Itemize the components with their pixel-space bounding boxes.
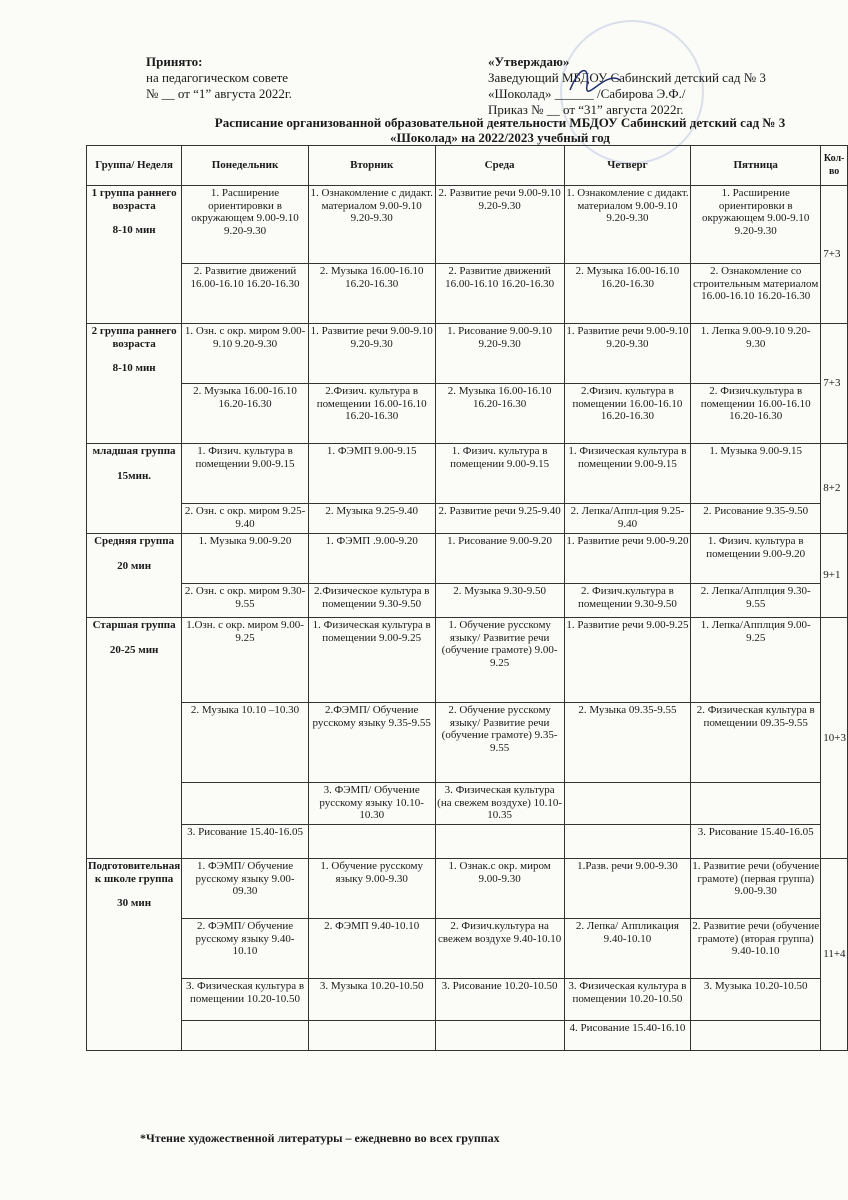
group-duration: 8-10 мин: [112, 224, 156, 236]
lesson-cell: 2. ФЭМП/ Обучение русскому языку 9.40-10.10: [182, 919, 309, 979]
table-row: [87, 444, 848, 504]
lesson-cell: 1. Обучение русскому языку/ Развитие речи (обучение грамоте) 9.00-9.25: [435, 618, 564, 703]
accepted-date: № __ от “1” августа 2022г.: [146, 86, 292, 101]
group-duration: 20 мин: [117, 559, 152, 572]
lesson-cell: 2.Физич. культура в помещении 16.00-16.10 16.20-16.30: [308, 384, 435, 444]
lesson-cell: 2. Физическая культура в помещении 09.35-9.55: [691, 703, 821, 783]
schedule-subtitle: «Шоколад» на 2022/2023 учебный год: [390, 130, 610, 145]
lesson-cell: 2.Физическое культура в помещении 9.30-9.50: [308, 584, 435, 618]
lesson-cell: 3. Рисование 15.40-16.05: [691, 825, 821, 859]
group-name: Старшая группа: [92, 619, 176, 631]
col-wednesday: Среда: [435, 146, 564, 186]
col-tuesday: Вторник: [308, 146, 435, 186]
lesson-cell: 2. ФЭМП 9.40-10.10: [308, 919, 435, 979]
lesson-cell: 2. Развитие речи 9.25-9.40: [435, 504, 564, 534]
group-name: младшая группа: [92, 445, 176, 457]
table-row: [87, 186, 848, 264]
lesson-cell: 1. Расширение ориентировки в окружающем 9.00-9.10 9.20-9.30: [691, 186, 821, 264]
approve-order: Приказ № __ от “31” августа 2022г.: [488, 102, 684, 117]
group-duration: 20-25 мин: [109, 643, 159, 656]
lesson-cell: 2. Развитие движений 16.00-16.10 16.20-16.30: [182, 264, 309, 324]
lesson-cell: 1. Развитие речи (обучение грамоте) (первая группа) 9.00-9.30: [691, 859, 821, 919]
group-name: 2 группа раннего возраста: [91, 325, 177, 350]
table-header-row: [87, 146, 848, 186]
lesson-cell: 2. Озн. с окр. миром 9.25-9.40: [182, 504, 309, 534]
lesson-cell: [564, 825, 690, 859]
lesson-cell: 1. Ознак.с окр. миром 9.00-9.30: [435, 859, 564, 919]
table-row: [87, 264, 848, 324]
lesson-cell: 3. Физическая культура в помещении 10.20-10.50: [564, 979, 690, 1021]
lesson-cell: 2. Развитие речи 9.00-9.10 9.20-9.30: [435, 186, 564, 264]
lesson-cell: 2. Музыка 9.25-9.40: [308, 504, 435, 534]
group-cell: [87, 444, 182, 534]
lesson-cell: [308, 825, 435, 859]
lesson-cell: 2. Музыка 16.00-16.10 16.20-16.30: [308, 264, 435, 324]
table-row: [87, 1021, 848, 1051]
lesson-count: 10+3: [821, 618, 848, 859]
lesson-cell: 3. Музыка 10.20-10.50: [691, 979, 821, 1021]
lesson-cell: 2. Физич.культура на свежем воздухе 9.40-10.10: [435, 919, 564, 979]
group-duration: 30 мин: [117, 897, 152, 909]
lesson-cell: 1. Музыка 9.00-9.15: [691, 444, 821, 504]
lesson-count: 7+3: [821, 324, 848, 444]
lesson-cell: 1. Рисование 9.00-9.10 9.20-9.30: [435, 324, 564, 384]
lesson-count: 11+4: [821, 859, 848, 1051]
lesson-cell: [182, 1021, 309, 1051]
table-row: [87, 859, 848, 919]
lesson-cell: 2. Озн. с окр. миром 9.30-9.55: [182, 584, 309, 618]
lesson-cell: [308, 1021, 435, 1051]
lesson-cell: 1. Развитие речи 9.00-9.10 9.20-9.30: [308, 324, 435, 384]
schedule-table: [86, 145, 848, 1051]
col-group: Группа/ Неделя: [87, 146, 182, 186]
lesson-cell: 2. Музыка 16.00-16.10 16.20-16.30: [182, 384, 309, 444]
lesson-cell: 1. Лепка/Апплция 9.00-9.25: [691, 618, 821, 703]
approve-title: «Утверждаю»: [488, 54, 570, 69]
lesson-cell: 2. Развитие движений 16.00-16.10 16.20-16.30: [435, 264, 564, 324]
lesson-cell: 2. Физич.культура в помещении 9.30-9.50: [564, 584, 690, 618]
footnote: *Чтение художественной литературы – ежедневно во всех группах: [140, 1131, 500, 1145]
accepted-council: на педагогическом совете: [146, 70, 289, 85]
lesson-cell: 1. Развитие речи 9.00-9.25: [564, 618, 690, 703]
lesson-cell: 3. Физическая культура (на свежем воздухе) 10.10-10.35: [435, 783, 564, 825]
group-cell: [87, 534, 182, 618]
group-name: Средняя группа: [94, 535, 175, 547]
lesson-cell: 2.ФЭМП/ Обучение русскому языку 9.35-9.55: [308, 703, 435, 783]
lesson-cell: 1. Озн. с окр. миром 9.00-9.10 9.20-9.30: [182, 324, 309, 384]
lesson-cell: 4. Рисование 15.40-16.10: [564, 1021, 690, 1051]
lesson-cell: 1. Развитие речи 9.00-9.10 9.20-9.30: [564, 324, 690, 384]
lesson-cell: 2. Музыка 16.00-16.10 16.20-16.30: [564, 264, 690, 324]
lesson-cell: [691, 1021, 821, 1051]
accepted-block: [146, 54, 466, 102]
table-row: [87, 534, 848, 584]
group-name: Подготовительная к школе группа: [88, 860, 181, 885]
lesson-cell: 2. Ознакомление со строительным материалом 16.00-16.10 16.20-16.30: [691, 264, 821, 324]
lesson-cell: 2.Физич. культура в помещении 16.00-16.10 16.20-16.30: [564, 384, 690, 444]
lesson-cell: 1. Физическая культура в помещении 9.00-9.25: [308, 618, 435, 703]
table-row: [87, 504, 848, 534]
lesson-cell: 3. ФЭМП/ Обучение русскому языку 10.10-10.30: [308, 783, 435, 825]
lesson-cell: 3. Рисование 10.20-10.50: [435, 979, 564, 1021]
approve-head: Заведующий МБДОУ Сабинский детский сад № 3: [488, 70, 766, 85]
lesson-cell: 3. Физическая культура в помещении 10.20-10.50: [182, 979, 309, 1021]
lesson-cell: 1. Развитие речи 9.00-9.20: [564, 534, 690, 584]
lesson-cell: 1. Физич. культура в помещении 9.00-9.20: [691, 534, 821, 584]
group-duration: 15мин.: [117, 469, 152, 482]
lesson-cell: 1. Физич. культура в помещении 9.00-9.15: [435, 444, 564, 504]
lesson-cell: 1. Физическая культура в помещении 9.00-9.15: [564, 444, 690, 504]
lesson-cell: [564, 783, 690, 825]
lesson-cell: 2. Музыка 09.35-9.55: [564, 703, 690, 783]
lesson-cell: 1. Рисование 9.00-9.20: [435, 534, 564, 584]
lesson-cell: 1. ФЭМП 9.00-9.15: [308, 444, 435, 504]
lesson-cell: 2. Рисование 9.35-9.50: [691, 504, 821, 534]
group-cell: [87, 859, 182, 1051]
lesson-cell: 2. Музыка 16.00-16.10 16.20-16.30: [435, 384, 564, 444]
lesson-cell: 2. Музыка 10.10 –10.30: [182, 703, 309, 783]
table-row: [87, 324, 848, 384]
lesson-count: 8+2: [821, 444, 848, 534]
table-row: [87, 384, 848, 444]
table-row: [87, 703, 848, 783]
group-cell: [87, 324, 182, 444]
table-row: [87, 919, 848, 979]
lesson-cell: 1.Разв. речи 9.00-9.30: [564, 859, 690, 919]
approve-signature-line: «Шоколад» ______ /Сабирова Э.Ф./: [488, 86, 686, 101]
schedule-title: Расписание организованной образовательной деятельности МБДОУ Сабинский детский сад № 3: [214, 115, 786, 130]
lesson-count: 9+1: [821, 534, 848, 618]
group-duration: 8-10 мин: [112, 362, 156, 374]
table-row: [87, 618, 848, 703]
signature-scribble: [565, 60, 625, 100]
lesson-cell: [691, 783, 821, 825]
lesson-cell: 2. Лепка/Аппл-ция 9.25-9.40: [564, 504, 690, 534]
col-friday: Пятница: [691, 146, 821, 186]
lesson-cell: 3. Рисование 15.40-16.05: [182, 825, 309, 859]
lesson-cell: 1. Лепка 9.00-9.10 9.20-9.30: [691, 324, 821, 384]
table-row: [87, 783, 848, 825]
col-monday: Понедельник: [182, 146, 309, 186]
table-row: [87, 825, 848, 859]
lesson-cell: [435, 825, 564, 859]
lesson-cell: 1. Ознакомление с дидакт. материалом 9.00-9.10 9.20-9.30: [308, 186, 435, 264]
lesson-cell: 1. Расширение ориентировки в окружающем 9.00-9.10 9.20-9.30: [182, 186, 309, 264]
lesson-count: 7+3: [821, 186, 848, 324]
lesson-cell: 1. ФЭМП/ Обучение русскому языку 9.00-09.30: [182, 859, 309, 919]
accepted-title: Принято:: [146, 54, 203, 69]
lesson-cell: 2. Развитие речи (обучение грамоте) (вторая группа) 9.40-10.10: [691, 919, 821, 979]
lesson-cell: 2. Обучение русскому языку/ Развитие речи (обучение грамоте) 9.35-9.55: [435, 703, 564, 783]
lesson-cell: 2. Лепка/ Аппликация 9.40-10.10: [564, 919, 690, 979]
lesson-cell: 1. Ознакомление с дидакт. материалом 9.00-9.10 9.20-9.30: [564, 186, 690, 264]
lesson-cell: 1. ФЭМП .9.00-9.20: [308, 534, 435, 584]
lesson-cell: 1. Музыка 9.00-9.20: [182, 534, 309, 584]
lesson-cell: 2. Лепка/Апплция 9.30-9.55: [691, 584, 821, 618]
lesson-cell: 1.Озн. с окр. миром 9.00-9.25: [182, 618, 309, 703]
group-cell: [87, 618, 182, 859]
col-thursday: Четверг: [564, 146, 690, 186]
table-row: [87, 584, 848, 618]
lesson-cell: 1. Физич. культура в помещении 9.00-9.15: [182, 444, 309, 504]
table-row: [87, 979, 848, 1021]
lesson-cell: [182, 783, 309, 825]
lesson-cell: 1. Обучение русскому языку 9.00-9.30: [308, 859, 435, 919]
lesson-cell: [435, 1021, 564, 1051]
group-name: 1 группа раннего возраста: [91, 187, 177, 212]
lesson-cell: 2. Музыка 9.30-9.50: [435, 584, 564, 618]
lesson-cell: 3. Музыка 10.20-10.50: [308, 979, 435, 1021]
col-count: Кол-во: [821, 146, 848, 186]
approve-block: [488, 54, 848, 118]
lesson-cell: 2. Физич.культура в помещении 16.00-16.10 16.20-16.30: [691, 384, 821, 444]
group-cell: [87, 186, 182, 324]
